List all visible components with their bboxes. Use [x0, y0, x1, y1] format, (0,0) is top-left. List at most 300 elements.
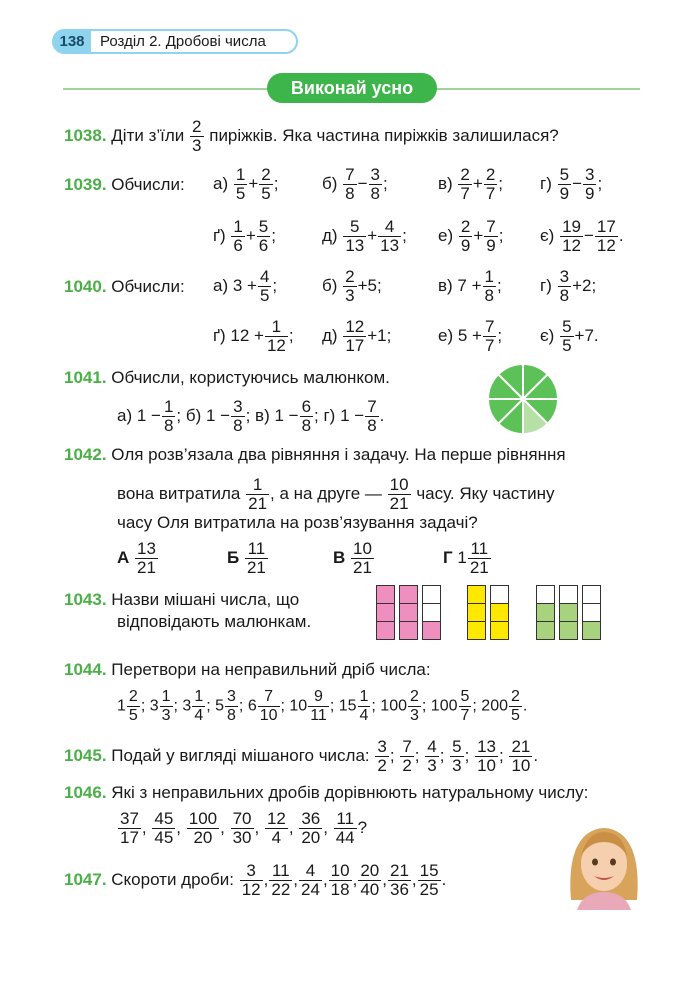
task-number: 1040.: [64, 277, 107, 296]
expression-part: +2;: [572, 275, 597, 295]
denominator: 21: [353, 558, 372, 577]
punctuation: .: [522, 697, 528, 715]
numerator: 12: [266, 809, 286, 828]
fraction: [240, 862, 263, 899]
whole-part: 3: [182, 697, 192, 715]
item-letter: е): [438, 225, 458, 245]
numerator: 2: [460, 217, 471, 236]
denominator: 5: [261, 184, 271, 203]
denominator: 8: [345, 184, 355, 203]
punctuation: ;: [414, 745, 425, 765]
punctuation: ;: [498, 225, 504, 245]
expression-part: 12 +: [230, 325, 264, 345]
option-letter: А: [117, 547, 134, 567]
numerator: 5: [460, 688, 470, 705]
punctuation: ;: [371, 697, 381, 715]
punctuation: ,: [352, 869, 358, 889]
denominator: 5: [128, 707, 138, 724]
pie-eighths-figure: [486, 362, 560, 436]
fraction: [560, 218, 583, 255]
punctuation: ,: [411, 869, 417, 889]
fraction: [450, 738, 463, 775]
operator: +: [472, 173, 483, 193]
answer-option: [117, 540, 159, 577]
task-1044: [64, 659, 431, 681]
numerator: 21: [511, 737, 531, 756]
denominator: 5: [511, 707, 520, 724]
denominator: 17: [120, 828, 139, 847]
numerator: 7: [484, 317, 495, 336]
operator: +: [367, 225, 378, 245]
grid-cell: [467, 603, 486, 622]
whole-part: 3: [149, 697, 159, 715]
fraction: [234, 166, 247, 203]
fraction: [152, 810, 175, 847]
fraction: [388, 476, 411, 513]
numerator: 1: [161, 688, 171, 705]
expression-part: ;: [497, 325, 503, 345]
punctuation: ,: [288, 817, 299, 837]
numerator: 5: [452, 737, 462, 756]
numerator: 5: [559, 165, 570, 184]
numerator: 1: [359, 688, 369, 705]
punctuation: ;: [173, 697, 183, 715]
whole-part: 1: [117, 697, 126, 715]
denominator: 44: [335, 828, 355, 847]
punctuation: ;: [238, 697, 248, 715]
grid-cell: [376, 603, 395, 622]
task-1045: [64, 738, 538, 775]
fraction: [190, 118, 203, 155]
fraction: [343, 166, 356, 203]
whole-part: 100: [380, 697, 407, 715]
task-1043-line2: відповідають малюнкам.: [117, 612, 312, 631]
fraction: [475, 738, 498, 775]
task-1044-items: [117, 688, 527, 725]
fraction: [245, 540, 268, 577]
expression: [540, 268, 596, 305]
denominator: 12: [596, 236, 616, 255]
grid-cell: [582, 621, 601, 640]
whole-part: 100: [430, 697, 458, 715]
expression-part: +5;: [357, 275, 382, 295]
numerator: 21: [389, 861, 409, 880]
punctuation: ,: [141, 817, 152, 837]
task-1045-items: [374, 737, 539, 775]
whole-part: 200: [481, 697, 508, 715]
denominator: 21: [389, 494, 409, 513]
fraction: [343, 218, 366, 255]
fraction: [192, 688, 205, 725]
fraction: [231, 810, 254, 847]
numerator: 36: [301, 809, 321, 828]
denominator: 36: [389, 880, 409, 899]
punctuation: ;: [498, 173, 504, 193]
task-number: 1046.: [64, 783, 107, 802]
item-letter: г): [323, 405, 341, 425]
task-1046: [64, 782, 588, 804]
denominator: 12: [562, 236, 581, 255]
grid-cell: [490, 585, 509, 604]
numerator: 13: [477, 737, 496, 756]
fraction: [375, 738, 388, 775]
task-1039-label: [64, 174, 185, 196]
expression-part: 1 −: [136, 405, 161, 425]
punctuation: ;: [383, 173, 388, 193]
denominator: 3: [192, 136, 202, 155]
numerator: 2: [128, 688, 138, 705]
expression: [322, 318, 391, 355]
denominator: 30: [232, 828, 252, 847]
grid-cell: [399, 603, 418, 622]
item-letter: а): [117, 405, 137, 425]
punctuation: ;: [329, 697, 339, 715]
chapter-title: Розділ 2. Дробові числа: [100, 33, 266, 50]
punctuation: ,: [323, 817, 333, 837]
denominator: 10: [259, 707, 278, 724]
fraction: [308, 688, 329, 725]
grid-cell: [536, 603, 555, 622]
numerator: 7: [367, 397, 377, 416]
expression: [213, 268, 277, 305]
numerator: 7: [258, 688, 280, 707]
item-letter: е): [438, 325, 458, 345]
option-letter: В: [333, 547, 350, 567]
expression-part: 3 +: [232, 275, 257, 295]
grid-cell: [422, 603, 441, 622]
answer-option: [333, 540, 375, 577]
punctuation: ,: [382, 869, 387, 889]
denominator: 3: [427, 756, 437, 775]
punctuation: ;: [140, 697, 150, 715]
whole-part: 10: [289, 697, 308, 715]
task-text: Які з неправильних дробів дорівнюють натуральному числу:: [111, 783, 589, 802]
fraction: [265, 318, 288, 355]
numerator: 5: [258, 217, 269, 236]
fraction: [458, 166, 471, 203]
item-letter: в): [438, 173, 458, 193]
expression: [322, 268, 382, 305]
numerator: 11: [269, 862, 292, 881]
numerator: 1: [233, 217, 243, 236]
item-letter: ґ): [213, 225, 231, 245]
task-number: 1045.: [64, 745, 107, 765]
fraction: [408, 688, 421, 725]
fraction: [257, 218, 270, 255]
numerator: 3: [370, 165, 380, 184]
punctuation: ;: [421, 697, 431, 715]
item-letter: є): [540, 325, 560, 345]
option-letter: Г: [443, 547, 458, 567]
expression-part: 1 −: [340, 405, 365, 425]
girl-illustration: [563, 820, 645, 910]
punctuation: ,: [176, 817, 186, 837]
punctuation: ;: [271, 225, 276, 245]
punctuation: ,: [293, 869, 299, 889]
fraction: [160, 688, 173, 725]
denominator: 4: [359, 707, 369, 724]
punctuation: ;: [176, 405, 186, 425]
numerator: 7: [345, 165, 355, 184]
item-letter: а): [213, 173, 233, 193]
task-1041: [64, 367, 390, 389]
numerator: 4: [378, 218, 401, 237]
expression: [213, 218, 276, 255]
denominator: 9: [486, 236, 496, 255]
grid-cell: [559, 621, 578, 640]
numerator: 3: [227, 688, 236, 705]
numerator: 17: [596, 217, 616, 236]
fraction: [418, 862, 441, 899]
punctuation: .: [618, 225, 624, 245]
grid-cell: [536, 585, 555, 604]
denominator: 5: [259, 286, 270, 305]
grid-cell: [422, 585, 441, 604]
item-letter: д): [322, 225, 343, 245]
denominator: 6: [258, 236, 269, 255]
task-1038: [64, 118, 559, 155]
numerator: 1: [265, 318, 288, 337]
denominator: 20: [193, 828, 213, 847]
task-text: Діти з’їли: [111, 125, 185, 145]
numerator: 2: [485, 165, 496, 184]
numerator: 5: [343, 218, 366, 237]
expression-part: +7.: [574, 325, 599, 345]
fraction: [583, 166, 596, 203]
numerator: 7: [402, 737, 412, 756]
fraction: [459, 688, 472, 725]
expression-part: 1 −: [274, 405, 299, 425]
task-1040-label: [64, 276, 185, 298]
fraction: [484, 166, 497, 203]
numerator: 4: [259, 267, 270, 286]
punctuation: ;: [245, 405, 256, 425]
numerator: 2: [460, 165, 470, 184]
punctuation: ;: [499, 745, 509, 765]
numerator: 2: [511, 688, 520, 705]
task-text: пиріжків. Яка частина пиріжків залишилася?: [209, 125, 559, 145]
denominator: 3: [161, 707, 171, 724]
numerator: 6: [301, 397, 312, 416]
task-1047: [64, 862, 446, 899]
punctuation: ;: [402, 225, 407, 245]
expression-part: ;: [288, 325, 294, 345]
denominator: 40: [360, 880, 380, 899]
numerator: 4: [427, 737, 437, 756]
punctuation: .: [441, 869, 447, 889]
denominator: 8: [233, 416, 243, 435]
numerator: 2: [261, 165, 271, 184]
denominator: 8: [301, 416, 312, 435]
fraction: [459, 218, 472, 255]
denominator: 21: [137, 558, 156, 577]
fraction: [388, 862, 411, 899]
fraction: [358, 688, 371, 725]
grid-cell: [376, 585, 395, 604]
grid-cell: [490, 621, 509, 640]
denominator: 18: [330, 880, 350, 899]
fraction: [299, 862, 322, 899]
punctuation: ,: [263, 869, 269, 889]
task-1042-line1: [64, 444, 566, 466]
fraction: [509, 688, 522, 725]
grid-cell: [399, 621, 418, 640]
expression: [213, 166, 278, 203]
denominator: 11: [310, 707, 327, 724]
numerator: 1: [484, 267, 494, 286]
denominator: 2: [377, 756, 387, 775]
punctuation: ;: [273, 173, 279, 193]
fraction: [558, 268, 571, 305]
denominator: 9: [585, 184, 595, 203]
punctuation: ;: [464, 745, 475, 765]
grid-cell: [559, 585, 578, 604]
fraction: [258, 268, 271, 305]
grid-cell: [536, 621, 555, 640]
section-title: Виконай усно: [267, 73, 437, 103]
grid-cell: [467, 585, 486, 604]
denominator: 9: [559, 184, 570, 203]
denominator: 8: [367, 416, 377, 435]
denominator: 10: [477, 756, 496, 775]
denominator: 7: [484, 336, 495, 355]
fraction: [468, 540, 491, 577]
grid-cell: [376, 621, 395, 640]
expression: [322, 166, 388, 203]
denominator: 13: [345, 236, 365, 255]
fraction: [225, 688, 238, 725]
denominator: 21: [246, 558, 266, 577]
denominator: 3: [345, 286, 355, 305]
expression-part: ;: [497, 275, 502, 295]
fraction: [299, 810, 322, 847]
numerator: 70: [232, 809, 252, 828]
item-letter: ґ): [213, 325, 231, 345]
numerator: 3: [559, 267, 570, 286]
denominator: 5: [562, 336, 572, 355]
operator: +: [473, 225, 484, 245]
fraction: [231, 398, 244, 435]
item-letter: а): [213, 275, 233, 295]
operator: −: [572, 173, 582, 193]
item-letter: г): [540, 275, 557, 295]
task-1046-items: [117, 810, 367, 847]
fraction: [378, 218, 401, 255]
expression: [438, 218, 503, 255]
fraction: [334, 810, 357, 847]
fraction: [187, 810, 219, 847]
fraction: [343, 268, 356, 305]
denominator: 21: [469, 558, 489, 577]
fraction: [259, 166, 272, 203]
fraction: [483, 268, 496, 305]
numerator: 20: [360, 861, 380, 880]
numerator: 3: [233, 397, 243, 416]
option-letter: Б: [227, 547, 244, 567]
numerator: 15: [419, 861, 439, 880]
denominator: 7: [460, 184, 470, 203]
punctuation: ;: [206, 697, 216, 715]
denominator: 4: [271, 828, 282, 847]
numerator: 3: [377, 737, 387, 756]
fraction: [135, 540, 158, 577]
task-number: 1042.: [64, 445, 107, 464]
task-number: 1039.: [64, 175, 107, 194]
denominator: 3: [410, 707, 419, 724]
expression-part: +1;: [367, 325, 392, 345]
numerator: 12: [345, 317, 365, 336]
expression-part: 1 −: [206, 405, 231, 425]
item-letter: в): [438, 275, 458, 295]
whole-part: 1: [457, 547, 467, 567]
fraction: [400, 738, 413, 775]
numerator: 1: [246, 476, 269, 495]
denominator: 10: [511, 756, 531, 775]
denominator: 9: [460, 236, 471, 255]
task-text: Обчисли:: [111, 277, 185, 296]
task-number: 1047.: [64, 869, 107, 889]
denominator: 24: [301, 880, 320, 899]
task-text: Обчисли:: [111, 175, 185, 194]
operator: −: [583, 225, 594, 245]
numerator: 5: [562, 317, 572, 336]
expression: [540, 318, 599, 355]
denominator: 3: [452, 756, 462, 775]
fraction: [560, 318, 573, 355]
denominator: 20: [301, 828, 321, 847]
numerator: 10: [330, 861, 350, 880]
fraction: [231, 218, 244, 255]
page-number: 138: [53, 30, 91, 53]
task-text: Оля розв’язала два рівняння і задачу. На перше рівняння: [111, 445, 566, 464]
denominator: 17: [345, 336, 365, 355]
denominator: 8: [163, 416, 174, 435]
task-text: часу. Яку частину: [416, 483, 555, 503]
denominator: 12: [241, 880, 261, 899]
task-1042-line3: часу Оля витратила на розв’язування задачі?: [117, 513, 478, 532]
task-1042-line2: [117, 476, 554, 513]
numerator: 1: [235, 165, 246, 184]
fraction: [300, 398, 313, 435]
grid-cell: [582, 585, 601, 604]
denominator: 6: [233, 236, 243, 255]
fraction: [558, 166, 571, 203]
punctuation: ;: [314, 405, 324, 425]
punctuation: .: [533, 745, 539, 765]
task-text: , а на друге —: [270, 483, 382, 503]
denominator: 5: [235, 184, 246, 203]
numerator: 19: [562, 217, 581, 236]
fraction: [162, 398, 175, 435]
fraction: [258, 688, 280, 725]
denominator: 22: [271, 880, 291, 899]
whole-part: 5: [215, 697, 225, 715]
task-number: 1043.: [64, 590, 107, 609]
fraction: [343, 318, 366, 355]
fraction: [351, 540, 374, 577]
item-letter: б): [185, 405, 206, 425]
numerator: 4: [299, 862, 322, 881]
denominator: 8: [484, 286, 494, 305]
expression: [322, 218, 407, 255]
item-letter: є): [540, 225, 560, 245]
denominator: 7: [485, 184, 496, 203]
task-number: 1041.: [64, 368, 107, 387]
fraction: [118, 810, 141, 847]
grid-cell: [559, 603, 578, 622]
fraction: [127, 688, 140, 725]
numerator: 100: [188, 809, 218, 828]
